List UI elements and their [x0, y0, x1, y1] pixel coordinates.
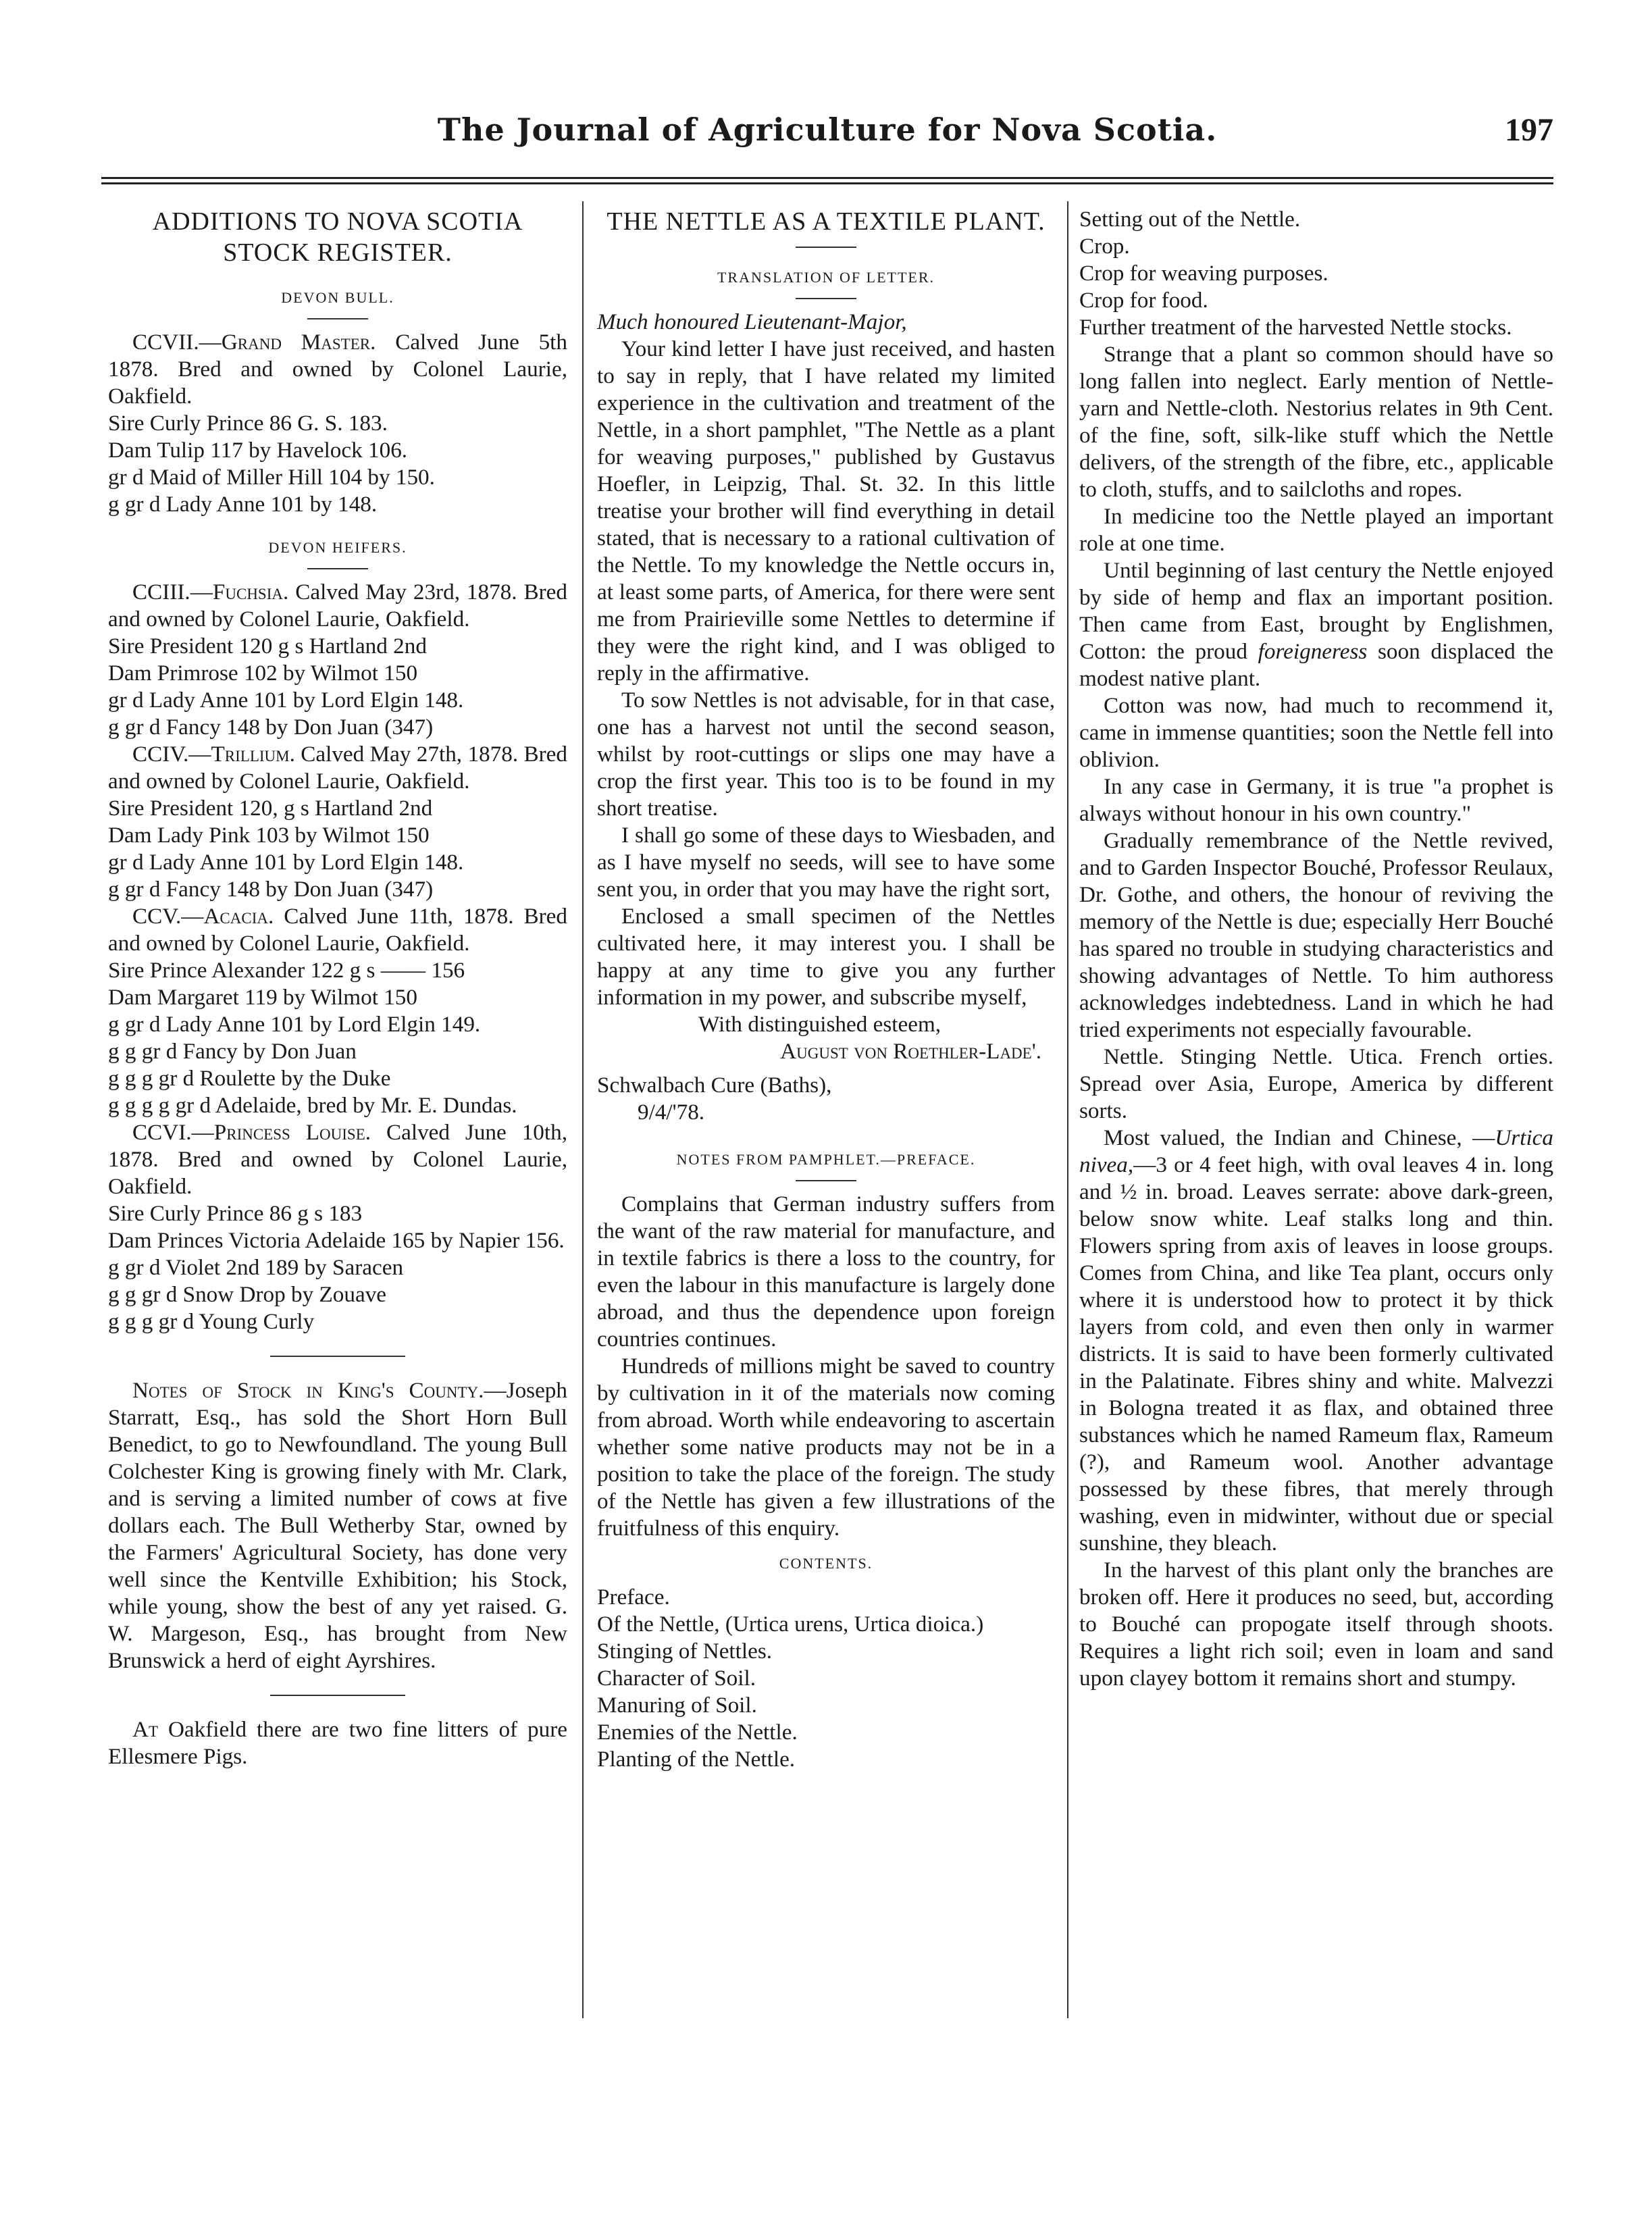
column-nettle-continued — [1079, 206, 1553, 1692]
article-title: THE NETTLE AS A TEXTILE PLANT. — [606, 207, 1046, 236]
pedigree-line: g gr d Violet 2nd 189 by Saracen — [108, 1255, 404, 1280]
pedigree-line: gr d Maid of Miller Hill 104 by 150. — [108, 465, 435, 490]
contents-heading: CONTENTS. — [779, 1555, 873, 1572]
contents-item: Further treatment of the harvested Nettle stocks. — [1079, 315, 1512, 340]
entry-paragraph: CCVII.—Grand Master. Calved June 5th 1878. Bred and owned by Colonel Laurie, Oakfield. — [108, 330, 567, 409]
letter-closing: With distinguished esteem, — [698, 1012, 941, 1037]
section-heading: TRANSLATION OF LETTER. — [717, 269, 935, 286]
pedigree-line: Sire Prince Alexander 122 g s —— 156 — [108, 958, 465, 983]
page-number: 197 — [1505, 112, 1553, 148]
notes-paragraph: Notes of Stock in King's County.—Joseph Starratt, Esq., has sold the Short Horn Bull Benedict, to go to Newfoundland. The young Bull Colchester King is growing finely with Mr. Clark, and is serving a limited number of cows at five dollars each. The Bull Wetherby Star, owned by the Farmers' Agricultural Society, has done very well since the Kentville Exhibition; his Stock, while young, show the best of any yet raised. G. W. Margeson, Esq., has brought from New Brunswick a herd of eight Ayrshires. — [108, 1378, 567, 1673]
pedigree-line: g g g gr d Roulette by the Duke — [108, 1066, 391, 1091]
pedigree-line: g gr d Lady Anne 101 by Lord Elgin 149. — [108, 1012, 481, 1037]
entry-paragraph: CCIII.—Fuchsia. Calved May 23rd, 1878. Bred and owned by Colonel Laurie, Oakfield. — [108, 580, 567, 632]
pedigree-line: g gr d Fancy 148 by Don Juan (347) — [108, 715, 434, 740]
contents-item: Character of Soil. — [597, 1666, 756, 1691]
column-divider-1 — [582, 201, 584, 2018]
pedigree-line: g g gr d Snow Drop by Zouave — [108, 1282, 387, 1307]
pedigree-line: Dam Princes Victoria Adelaide 165 by Napier 156. — [108, 1228, 565, 1253]
pedigree-line: Dam Tulip 117 by Havelock 106. — [108, 438, 408, 463]
pedigree-line: Sire President 120 g s Hartland 2nd — [108, 634, 427, 659]
letter-paragraph: Enclosed a small specimen of the Nettles cultivated here, it may interest you. I shall be happy at any time to give you any further information in my power, and subscribe myself, — [597, 904, 1055, 1010]
letter-paragraph: I shall go some of these days to Wiesbaden, and as I have myself no seeds, will see to have some sent you, in order that you may have the right sort, — [597, 823, 1055, 902]
pedigree-line: Dam Lady Pink 103 by Wilmot 150 — [108, 823, 430, 848]
contents-item: Planting of the Nettle. — [597, 1747, 796, 1772]
entry-paragraph: CCIV.—Trillium. Calved May 27th, 1878. Bred and owned by Colonel Laurie, Oakfield. — [108, 742, 567, 794]
pedigree-line: gr d Lady Anne 101 by Lord Elgin 148. — [108, 688, 464, 713]
divider — [307, 318, 368, 319]
page-header — [101, 111, 1553, 172]
pedigree-line: Sire Curly Prince 86 G. S. 183. — [108, 411, 388, 436]
section-heading: NOTES FROM PAMPHLET.—PREFACE. — [676, 1151, 976, 1168]
letter-place: Schwalbach Cure (Baths), — [597, 1073, 832, 1098]
entry-paragraph: CCVI.—Princess Louise. Calved June 10th, 1878. Bred and owned by Colonel Laurie, Oakfield. — [108, 1120, 567, 1199]
journal-masthead: The Journal of Agriculture for Nova Scotia. — [437, 111, 1218, 148]
column-nettle-article — [597, 206, 1055, 1773]
header-rule-top — [101, 177, 1553, 179]
contents-item: Crop. — [1079, 234, 1130, 259]
oakfield-paragraph: At Oakfield there are two fine litters of pure Ellesmere Pigs. — [108, 1717, 567, 1769]
contents-item: Enemies of the Nettle. — [597, 1720, 798, 1745]
divider — [307, 568, 368, 569]
body-paragraph: In the harvest of this plant only the branches are broken off. Here it produces no seed, but, according to Bouché can propogate itself through shoots. Requires a light rich soil; even in loam and sand upon clayey bottom it remains short and stumpy. — [1079, 1558, 1553, 1691]
contents-item: Setting out of the Nettle. — [1079, 207, 1301, 232]
divider — [796, 298, 856, 299]
body-paragraph: Strange that a plant so common should have so long fallen into neglect. Early mention of Nettle-yarn and Nettle-cloth. Nestorius relates in 9th Cent. of the fine, soft, silk-like stuff which the Nettle delivers, of the strength of the fibre, etc., applicable to cloth, stuffs, and to sailcloths and ropes. — [1079, 342, 1553, 502]
body-paragraph: Gradually remembrance of the Nettle revived, and to Garden Inspector Bouché, Professor Reulaux, Dr. Gothe, and others, the honour of reviving the memory of the Nettle is due; especially Herr Bouché has spared no trouble in studying characteristics and showing advantages of Nettle. To him authoress acknowledges indebtedness. Land in which he had tried experiments not especially favourable. — [1079, 828, 1553, 1042]
pedigree-line: g g g gr d Young Curly — [108, 1309, 315, 1334]
header-rule-bottom — [101, 182, 1553, 184]
pedigree-line: Sire Curly Prince 86 g s 183 — [108, 1201, 363, 1226]
divider — [270, 1356, 405, 1357]
pedigree-line: Dam Margaret 119 by Wilmot 150 — [108, 985, 417, 1010]
body-paragraph: In medicine too the Nettle played an important role at one time. — [1079, 504, 1553, 556]
body-paragraph: Until beginning of last century the Nettle enjoyed by side of hemp and flax an important position. Then came from East, brought by Englishmen, Cotton: the proud foreigneress soon displaced the modest native plant. — [1079, 558, 1553, 691]
salutation: Much honoured Lieutenant-Major, — [597, 309, 907, 334]
body-paragraph: In any case in Germany, it is true "a prophet is always without honour in his own country." — [1079, 774, 1553, 826]
letter-paragraph: To sow Nettles is not advisable, for in that case, one has a harvest not until the second season, whilst by root-cuttings or slips one may have a crop the first year. This too is to be found in my short treatise. — [597, 688, 1055, 821]
column-stock-register — [108, 206, 567, 1770]
letter-date: 9/4/'78. — [638, 1100, 705, 1125]
pedigree-line: g g g g gr d Adelaide, bred by Mr. E. Dundas. — [108, 1093, 517, 1118]
body-paragraph: Most valued, the Indian and Chinese, —Urtica nivea,—3 or 4 feet high, with oval leaves 4 in. long and ½ in. broad. Leaves serrate: above dark-green, below snow white. Leaf stalks long and thin. Flowers spring from axis of leaves in loose groups. Comes from China, and like Tea plant, occurs only where it is understood how to protect it by thick layers from cold, and even then only in warmer districts. It is said to have been formerly cultivated in the Palatinate. Fibres shiny and white. Malvezzi in Bologna treated it as flax, and obtained three substances which he named Rameum flax, Rameum (?), and Rameum wool. Another advantage possessed by these fibres, that merely through washing, even in midwinter, without due or special sunshine, they bleach. — [1079, 1125, 1553, 1556]
contents-item: Preface. — [597, 1585, 670, 1610]
pedigree-line: g g gr d Fancy by Don Juan — [108, 1039, 357, 1064]
contents-item: Crop for weaving purposes. — [1079, 261, 1328, 286]
section-heading: DEVON HEIFERS. — [268, 539, 407, 556]
body-paragraph: Nettle. Stinging Nettle. Utica. French orties. Spread over Asia, Europe, America by different sorts. — [1079, 1044, 1553, 1123]
column-divider-2 — [1067, 201, 1068, 2018]
divider — [270, 1695, 405, 1696]
pedigree-line: Dam Primrose 102 by Wilmot 150 — [108, 661, 418, 686]
divider — [796, 1180, 856, 1181]
preface-paragraph: Complains that German industry suffers from the want of the raw material for manufacture, and in textile fabrics is there a loss to the country, for even the labour in this manufacture is largely done abroad, and thus the dependence upon foreign countries continues. — [597, 1191, 1055, 1352]
entry-paragraph: CCV.—Acacia. Calved June 11th, 1878. Bred and owned by Colonel Laurie, Oakfield. — [108, 904, 567, 956]
pedigree-line: gr d Lady Anne 101 by Lord Elgin 148. — [108, 850, 464, 875]
pedigree-line: g gr d Lady Anne 101 by 148. — [108, 492, 378, 517]
pedigree-line: g gr d Fancy 148 by Don Juan (347) — [108, 877, 434, 902]
contents-item: Stinging of Nettles. — [597, 1639, 773, 1664]
divider — [796, 247, 856, 248]
pedigree-line: Sire President 120, g s Hartland 2nd — [108, 796, 433, 821]
section-heading: DEVON BULL. — [281, 289, 394, 306]
preface-paragraph: Hundreds of millions might be saved to country by cultivation in it of the materials now coming from abroad. Worth while endeavoring to ascertain whether some native products may not be in a position to take the place of the foreign. The study of the Nettle has given a few illustrations of the fruitfulness of this enquiry. — [597, 1354, 1055, 1541]
contents-item: Manuring of Soil. — [597, 1693, 757, 1718]
letter-paragraph: Your kind letter I have just received, and hasten to say in reply, that I have related my limited experience in the cultivation and treatment of the Nettle, in a short pamphlet, "The Nettle as a plant for weaving purposes," published by Gustavus Hoefler, in Leipzig, Thal. St. 32. In this little treatise your brother will find everything in detail stated, that is necessary to a rational cultivation of the Nettle. To my knowledge the Nettle occurs in, at least some parts, of America, for there were sent me from Prairieville some Nettles to determine if they were the right kind, and I was obliged to reply in the affirmative. — [597, 336, 1055, 686]
letter-signature: August von Roethler-Lade'. — [780, 1039, 1041, 1064]
contents-item: Of the Nettle, (Urtica urens, Urtica dioica.) — [597, 1612, 984, 1637]
body-paragraph: Cotton was now, had much to recommend it, came in immense quantities; soon the Nettle fell into oblivion. — [1079, 693, 1553, 772]
article-title: ADDITIONS TO NOVA SCOTIA STOCK REGISTER. — [152, 207, 523, 267]
contents-item: Crop for food. — [1079, 288, 1208, 313]
